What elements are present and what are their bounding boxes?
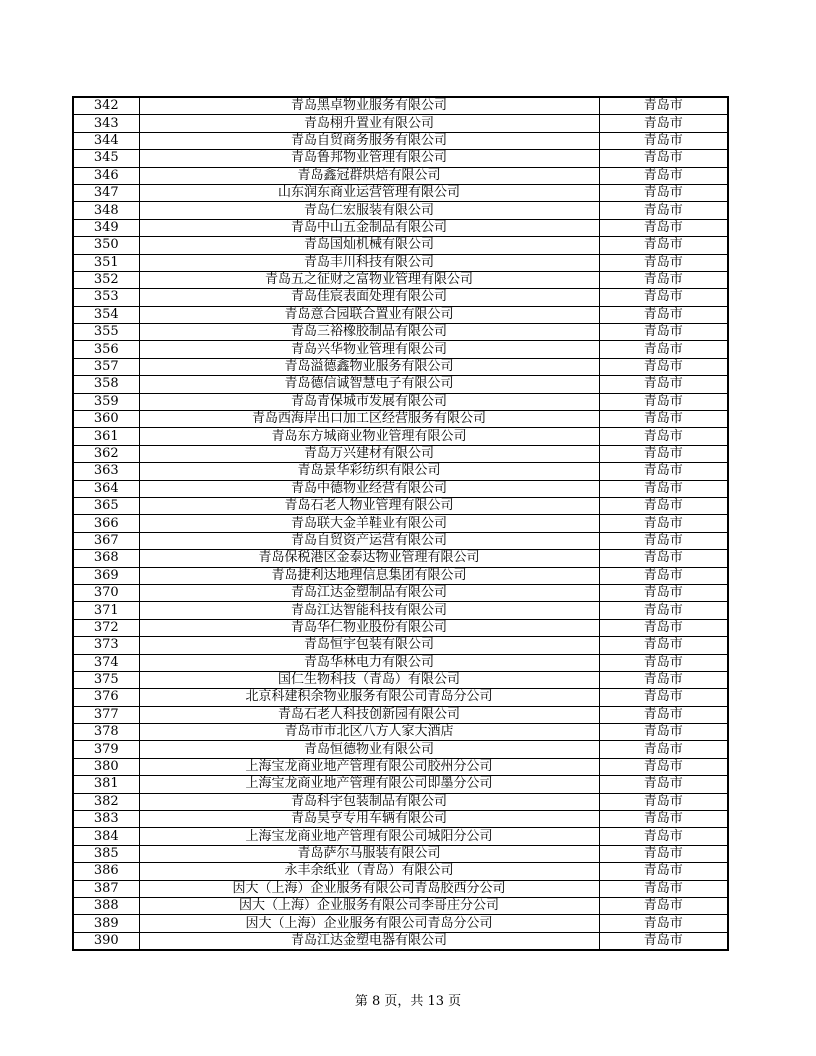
row-number-cell: 342	[73, 97, 139, 115]
table-row	[73, 289, 728, 306]
company-name-cell: 青岛丰川科技有限公司	[139, 254, 599, 271]
company-name-cell: 青岛江达智能科技有限公司	[139, 602, 599, 619]
table-row	[73, 863, 728, 880]
row-number-cell: 376	[73, 689, 139, 706]
city-cell: 青岛市	[599, 167, 728, 184]
city-cell: 青岛市	[599, 793, 728, 810]
table-row	[73, 376, 728, 393]
city-cell: 青岛市	[599, 463, 728, 480]
table-row	[73, 915, 728, 932]
table-row	[73, 897, 728, 914]
company-name-cell: 青岛捷利达地理信息集团有限公司	[139, 567, 599, 584]
city-cell: 青岛市	[599, 532, 728, 549]
table-row	[73, 428, 728, 445]
company-name-cell: 青岛自贸商务服务有限公司	[139, 132, 599, 149]
city-cell: 青岛市	[599, 445, 728, 462]
company-name-cell: 永丰余纸业（青岛）有限公司	[139, 863, 599, 880]
company-name-cell: 青岛江达金塑电器有限公司	[139, 932, 599, 950]
city-cell: 青岛市	[599, 306, 728, 323]
company-name-cell: 上海宝龙商业地产管理有限公司城阳分公司	[139, 828, 599, 845]
row-number-cell: 380	[73, 758, 139, 775]
company-name-cell: 青岛五之征财之富物业管理有限公司	[139, 271, 599, 288]
city-cell: 青岛市	[599, 584, 728, 601]
table-row	[73, 167, 728, 184]
company-name-cell: 青岛萨尔马服装有限公司	[139, 845, 599, 862]
table-row	[73, 445, 728, 462]
city-cell: 青岛市	[599, 880, 728, 897]
table-row	[73, 654, 728, 671]
company-name-cell: 青岛万兴建材有限公司	[139, 445, 599, 462]
city-cell: 青岛市	[599, 828, 728, 845]
table-row	[73, 115, 728, 132]
city-cell: 青岛市	[599, 724, 728, 741]
table-row	[73, 828, 728, 845]
city-cell: 青岛市	[599, 428, 728, 445]
company-table	[72, 96, 729, 951]
city-cell: 青岛市	[599, 376, 728, 393]
table-row	[73, 637, 728, 654]
city-cell: 青岛市	[599, 932, 728, 950]
table-row	[73, 515, 728, 532]
company-name-cell: 青岛景华彩纺织有限公司	[139, 463, 599, 480]
row-number-cell: 364	[73, 480, 139, 497]
table-row	[73, 619, 728, 636]
row-number-cell: 347	[73, 184, 139, 201]
city-cell: 青岛市	[599, 219, 728, 236]
company-name-cell: 青岛联大金羊鞋业有限公司	[139, 515, 599, 532]
city-cell: 青岛市	[599, 915, 728, 932]
table-row	[73, 584, 728, 601]
table-row	[73, 480, 728, 497]
city-cell: 青岛市	[599, 619, 728, 636]
row-number-cell: 359	[73, 393, 139, 410]
table-row	[73, 567, 728, 584]
company-name-cell: 青岛德信诚智慧电子有限公司	[139, 376, 599, 393]
page-footer: 第 8 页，共 13 页	[354, 994, 462, 1009]
company-name-cell: 青岛石老人物业管理有限公司	[139, 497, 599, 514]
row-number-cell: 366	[73, 515, 139, 532]
company-name-cell: 青岛佳宸表面处理有限公司	[139, 289, 599, 306]
city-cell: 青岛市	[599, 289, 728, 306]
row-number-cell: 346	[73, 167, 139, 184]
row-number-cell: 386	[73, 863, 139, 880]
row-number-cell: 367	[73, 532, 139, 549]
city-cell: 青岛市	[599, 602, 728, 619]
city-cell: 青岛市	[599, 689, 728, 706]
company-name-cell: 青岛石老人科技创新园有限公司	[139, 706, 599, 723]
company-name-cell: 青岛溢德鑫物业服务有限公司	[139, 358, 599, 375]
table-row	[73, 811, 728, 828]
company-name-cell: 青岛黑卓物业服务有限公司	[139, 97, 599, 115]
city-cell: 青岛市	[599, 497, 728, 514]
company-name-cell: 青岛鲁邦物业管理有限公司	[139, 150, 599, 167]
city-cell: 青岛市	[599, 341, 728, 358]
row-number-cell: 353	[73, 289, 139, 306]
company-name-cell: 青岛国灿机械有限公司	[139, 237, 599, 254]
city-cell: 青岛市	[599, 393, 728, 410]
company-name-cell: 青岛恒宇包装有限公司	[139, 637, 599, 654]
company-name-cell: 青岛意合园联合置业有限公司	[139, 306, 599, 323]
row-number-cell: 369	[73, 567, 139, 584]
row-number-cell: 343	[73, 115, 139, 132]
row-number-cell: 370	[73, 584, 139, 601]
table-row	[73, 97, 728, 115]
company-table-body	[73, 97, 728, 950]
row-number-cell: 354	[73, 306, 139, 323]
city-cell: 青岛市	[599, 115, 728, 132]
city-cell: 青岛市	[599, 776, 728, 793]
company-name-cell: 青岛仁宏服装有限公司	[139, 202, 599, 219]
city-cell: 青岛市	[599, 550, 728, 567]
row-number-cell: 362	[73, 445, 139, 462]
city-cell: 青岛市	[599, 706, 728, 723]
city-cell: 青岛市	[599, 358, 728, 375]
row-number-cell: 358	[73, 376, 139, 393]
table-row	[73, 497, 728, 514]
company-name-cell: 青岛栩升置业有限公司	[139, 115, 599, 132]
table-row	[73, 271, 728, 288]
table-row	[73, 689, 728, 706]
row-number-cell: 375	[73, 671, 139, 688]
table-row	[73, 219, 728, 236]
company-name-cell: 因大（上海）企业服务有限公司李哥庄分公司	[139, 897, 599, 914]
row-number-cell: 374	[73, 654, 139, 671]
company-name-cell: 北京科建积余物业服务有限公司青岛分公司	[139, 689, 599, 706]
table-row	[73, 550, 728, 567]
city-cell: 青岛市	[599, 758, 728, 775]
company-name-cell: 青岛昊亨专用车辆有限公司	[139, 811, 599, 828]
table-row	[73, 602, 728, 619]
company-name-cell: 青岛恒德物业有限公司	[139, 741, 599, 758]
table-row	[73, 463, 728, 480]
table-row	[73, 845, 728, 862]
table-row	[73, 411, 728, 428]
city-cell: 青岛市	[599, 132, 728, 149]
company-name-cell: 国仁生物科技（青岛）有限公司	[139, 671, 599, 688]
row-number-cell: 361	[73, 428, 139, 445]
city-cell: 青岛市	[599, 411, 728, 428]
row-number-cell: 373	[73, 637, 139, 654]
row-number-cell: 381	[73, 776, 139, 793]
row-number-cell: 363	[73, 463, 139, 480]
row-number-cell: 344	[73, 132, 139, 149]
row-number-cell: 355	[73, 324, 139, 341]
city-cell: 青岛市	[599, 184, 728, 201]
row-number-cell: 389	[73, 915, 139, 932]
table-row	[73, 793, 728, 810]
company-name-cell: 青岛华仁物业股份有限公司	[139, 619, 599, 636]
table-row	[73, 132, 728, 149]
company-name-cell: 上海宝龙商业地产管理有限公司即墨分公司	[139, 776, 599, 793]
city-cell: 青岛市	[599, 811, 728, 828]
city-cell: 青岛市	[599, 271, 728, 288]
row-number-cell: 382	[73, 793, 139, 810]
table-row	[73, 237, 728, 254]
row-number-cell: 350	[73, 237, 139, 254]
row-number-cell: 390	[73, 932, 139, 950]
row-number-cell: 384	[73, 828, 139, 845]
row-number-cell: 371	[73, 602, 139, 619]
table-row	[73, 393, 728, 410]
row-number-cell: 349	[73, 219, 139, 236]
table-row	[73, 932, 728, 950]
row-number-cell: 352	[73, 271, 139, 288]
row-number-cell: 378	[73, 724, 139, 741]
company-name-cell: 上海宝龙商业地产管理有限公司胶州分公司	[139, 758, 599, 775]
row-number-cell: 351	[73, 254, 139, 271]
table-row	[73, 706, 728, 723]
table-row	[73, 776, 728, 793]
table-row	[73, 671, 728, 688]
city-cell: 青岛市	[599, 897, 728, 914]
city-cell: 青岛市	[599, 741, 728, 758]
table-row	[73, 741, 728, 758]
table-row	[73, 724, 728, 741]
city-cell: 青岛市	[599, 515, 728, 532]
company-name-cell: 青岛西海岸出口加工区经营服务有限公司	[139, 411, 599, 428]
company-name-cell: 山东润东商业运营管理有限公司	[139, 184, 599, 201]
row-number-cell: 360	[73, 411, 139, 428]
company-name-cell: 青岛中山五金制品有限公司	[139, 219, 599, 236]
row-number-cell: 383	[73, 811, 139, 828]
city-cell: 青岛市	[599, 237, 728, 254]
city-cell: 青岛市	[599, 150, 728, 167]
table-row	[73, 150, 728, 167]
company-name-cell: 青岛市市北区八方人家大酒店	[139, 724, 599, 741]
table-row	[73, 758, 728, 775]
city-cell: 青岛市	[599, 97, 728, 115]
city-cell: 青岛市	[599, 863, 728, 880]
table-row	[73, 254, 728, 271]
row-number-cell: 388	[73, 897, 139, 914]
row-number-cell: 372	[73, 619, 139, 636]
city-cell: 青岛市	[599, 671, 728, 688]
row-number-cell: 357	[73, 358, 139, 375]
table-row	[73, 202, 728, 219]
company-name-cell: 青岛保税港区金泰达物业管理有限公司	[139, 550, 599, 567]
row-number-cell: 387	[73, 880, 139, 897]
city-cell: 青岛市	[599, 637, 728, 654]
company-name-cell: 青岛华林电力有限公司	[139, 654, 599, 671]
company-name-cell: 青岛中德物业经营有限公司	[139, 480, 599, 497]
table-row	[73, 324, 728, 341]
company-name-cell: 因大（上海）企业服务有限公司青岛分公司	[139, 915, 599, 932]
company-name-cell: 青岛江达金塑制品有限公司	[139, 584, 599, 601]
company-name-cell: 青岛东方城商业物业管理有限公司	[139, 428, 599, 445]
table-row	[73, 880, 728, 897]
table-row	[73, 306, 728, 323]
row-number-cell: 368	[73, 550, 139, 567]
row-number-cell: 377	[73, 706, 139, 723]
table-row	[73, 532, 728, 549]
row-number-cell: 365	[73, 497, 139, 514]
row-number-cell: 379	[73, 741, 139, 758]
row-number-cell: 348	[73, 202, 139, 219]
city-cell: 青岛市	[599, 254, 728, 271]
row-number-cell: 385	[73, 845, 139, 862]
city-cell: 青岛市	[599, 324, 728, 341]
company-name-cell: 青岛青保城市发展有限公司	[139, 393, 599, 410]
row-number-cell: 356	[73, 341, 139, 358]
table-row	[73, 341, 728, 358]
company-name-cell: 青岛鑫冠群烘焙有限公司	[139, 167, 599, 184]
table-row	[73, 184, 728, 201]
row-number-cell: 345	[73, 150, 139, 167]
table-row	[73, 358, 728, 375]
company-name-cell: 青岛三裕橡胶制品有限公司	[139, 324, 599, 341]
city-cell: 青岛市	[599, 567, 728, 584]
city-cell: 青岛市	[599, 845, 728, 862]
city-cell: 青岛市	[599, 654, 728, 671]
city-cell: 青岛市	[599, 202, 728, 219]
company-name-cell: 青岛自贸资产运营有限公司	[139, 532, 599, 549]
city-cell: 青岛市	[599, 480, 728, 497]
company-name-cell: 因大（上海）企业服务有限公司青岛胶西分公司	[139, 880, 599, 897]
company-name-cell: 青岛兴华物业管理有限公司	[139, 341, 599, 358]
company-name-cell: 青岛科宇包装制品有限公司	[139, 793, 599, 810]
